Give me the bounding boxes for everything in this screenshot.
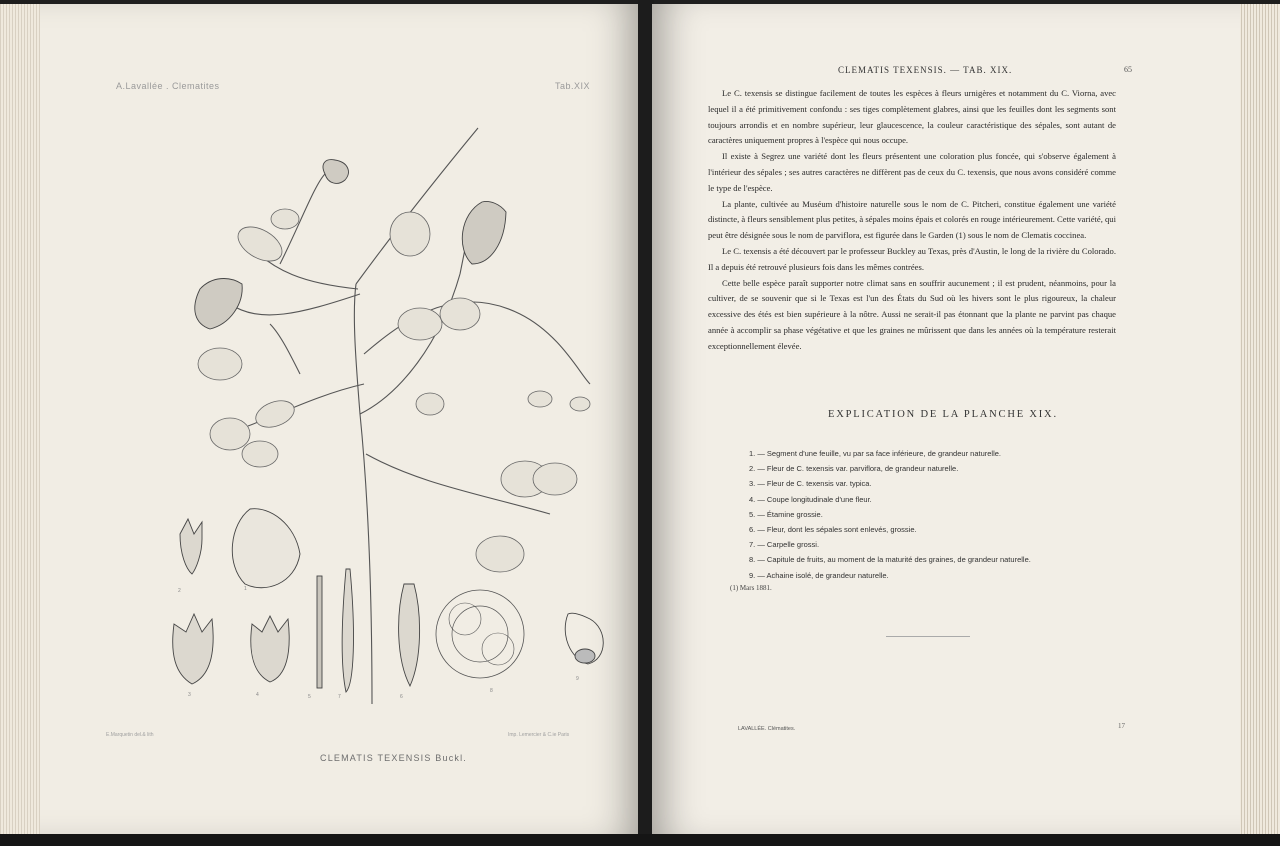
- plate-header-right: Tab.XIX: [555, 81, 591, 91]
- paragraph-3: La plante, cultivée au Muséum d'histoire naturelle sous le nom de C. Pitcheri, constitue également une variété distincte, à fleurs sensiblement plus petites, à sépales moins épais et colorés en rouge intérieurement. Cette variété, qui peut être désignée sous le nom de parviflora, est figurée dans le Garden (1) sous le nom de Clematis coccinea.: [708, 198, 1116, 241]
- upper-stem: [356, 128, 478, 284]
- right-page-edges: [1236, 4, 1280, 834]
- explanation-item: 4. — Coupe longitudinale d'une fleur.: [749, 494, 872, 504]
- plate-credit-left: E.Marquetin del.& lith: [106, 732, 154, 738]
- running-head: CLEMATIS TEXENSIS. — TAB. XIX.: [838, 65, 1013, 75]
- explanation-item: 5. — Étamine grossie.: [749, 509, 823, 519]
- detail-figures: [173, 509, 604, 692]
- signature-mark: LAVALLÉE. Clématites.: [738, 726, 796, 732]
- paragraph-4: Le C. texensis a été découvert par le professeur Buckley au Texas, près d'Austin, le long de la rivière du Colorado. Il a depuis été retrouvé plusieurs fois dans les mêmes contrées.: [708, 245, 1116, 272]
- flower-left: [195, 279, 242, 329]
- figure-7-carpel: [342, 569, 353, 692]
- signature-number: 17: [1118, 722, 1125, 730]
- fig-label-5: 5: [308, 694, 311, 700]
- explanation-item: 2. — Fleur de C. texensis var. parviflora, de grandeur naturelle.: [749, 464, 959, 474]
- fig-label-7: 7: [338, 694, 341, 700]
- figure-numbers: [178, 586, 579, 700]
- paragraph-1: Le C. texensis se distingue facilement de toutes les espèces à fleurs urnigères et notamment du C. Viorna, avec lequel il a été primitivement confondu : ses tiges complètement glabres, ainsi que les feuilles dont les segments sont toujours arrondis et en nombre supérieur, leur glaucescence, la couleur caractéristique des sépales, sont autant de caractères uniquement propres à l'espèce qui nous occupe.: [708, 88, 1116, 146]
- page-number: 65: [1124, 65, 1132, 74]
- divider-rule: [886, 636, 970, 637]
- plate-credit-right: Imp. Lemercier & C.ie Paris: [508, 732, 570, 738]
- explanation-item: 7. — Carpelle grossi.: [749, 540, 820, 550]
- figure-2-flower: [180, 519, 202, 574]
- tendril-stem: [270, 324, 300, 374]
- lower-left-branch: [230, 294, 360, 315]
- explanation-list: [749, 446, 1089, 583]
- fig-label-8: 8: [490, 688, 493, 694]
- explanation-item: 3. — Fleur de C. texensis var. typica.: [749, 479, 872, 489]
- explanation-item: 9. — Achaine isolé, de grandeur naturelle.: [749, 570, 889, 580]
- figure-3-flower: [173, 614, 213, 684]
- footnote: (1) Mars 1881.: [730, 584, 772, 592]
- figure-8-fruit-head: [436, 590, 524, 678]
- central-stem: [354, 284, 372, 704]
- figure-4-section: [251, 616, 289, 682]
- clematis-illustration: [160, 114, 630, 714]
- fig-label-3: 3: [188, 692, 191, 698]
- flower-bud-right: [462, 201, 506, 264]
- explanation-item: 8. — Capitule de fruits, au moment de la maturité des graines, de grandeur naturelle.: [749, 555, 1031, 565]
- plate-page: [40, 4, 640, 834]
- figure-6-flower: [399, 584, 420, 686]
- explanation-item: 6. — Fleur, dont les sépales sont enlevés, grossie.: [749, 524, 917, 534]
- paragraph-2: Il existe à Segrez une variété dont les fleurs présentent une coloration plus foncée, qui s'observe également à l'intérieur des sépales ; ses autres caractères ne diffèrent pas de ceux du C. texensis, que nous avons considéré comme le type de l'espèce.: [708, 151, 1116, 193]
- plate-caption: CLEMATIS TEXENSIS Buckl.: [320, 753, 467, 763]
- fig-label-9: 9: [576, 676, 579, 682]
- right-branch: [360, 274, 460, 414]
- explanation-title: EXPLICATION DE LA PLANCHE XIX.: [828, 409, 1058, 420]
- explanation-item: 1. — Segment d'une feuille, vu par sa face inférieure, de grandeur naturelle.: [749, 449, 1002, 458]
- fig-label-1: 1: [244, 586, 247, 592]
- paragraph-5: Cette belle espèce paraît supporter notre climat sans en souffrir aucunement ; il est prudent, néanmoins, pour la cultiver, de se souvenir que si le Texas est l'un des États du Sud où les hivers sont le plus rigoureux, la chaleur excessive des étés est bien supérieure à la nôtre. Aussi ne serait-il pas étonnant que la plante ne parvint pas chaque année à accomplir sa phase végétative et que les graines ne mûrissent que dans les années où la température resterait exceptionnellement élevée.: [708, 277, 1116, 351]
- bottom-shadow: [0, 834, 1280, 846]
- left-page-edges: [0, 4, 40, 834]
- fig-label-6: 6: [400, 694, 403, 700]
- plate-header-left: A.Lavallée . Clematites: [116, 81, 220, 91]
- body-text: [708, 86, 1116, 355]
- flower-bud-top: [323, 160, 348, 184]
- fig-label-2: 2: [178, 588, 181, 594]
- fig-label-4: 4: [256, 692, 259, 698]
- figure-1-leaf: [232, 509, 300, 588]
- figure-5-stamen: [317, 576, 322, 688]
